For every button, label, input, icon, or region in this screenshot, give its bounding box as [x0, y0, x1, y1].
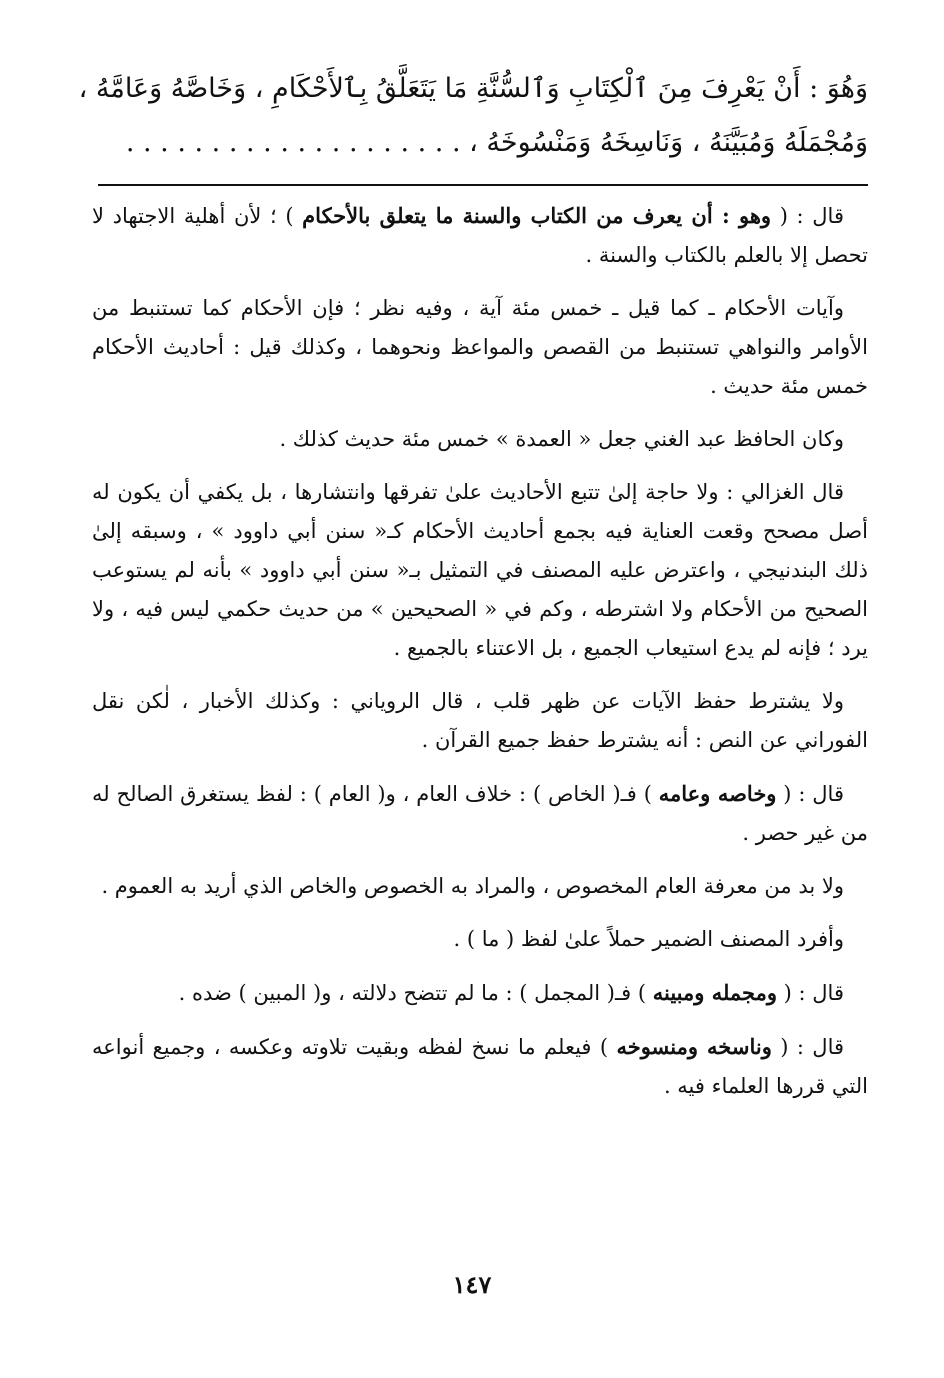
paragraph-body: وأفرد المصنف الضمير حملاً علىٰ لفظ ( ما ) . — [453, 927, 844, 951]
commentary-text — [92, 196, 868, 1120]
commentary-paragraph — [92, 196, 868, 275]
matn-line-1: وَهُوَ : أَنْ يَعْرِفَ مِنَ ٱلْكِتَابِ وَٱلسُّنَّةِ مَا يَتَعَلَّقُ بِٱلأَحْكَامِ ، وَخَاصَّهُ وَعَامَّهُ ، — [78, 73, 868, 104]
commentary-paragraph — [92, 973, 868, 1013]
matn-line-2: وَمُجْمَلَهُ وَمُبَيَّنَهُ ، وَنَاسِخَهُ وَمَنْسُوخَهُ ، . . . . . . . . . . . . . . . . . . . . — [125, 127, 868, 158]
paragraph-body: ) فـ( الخاص ) : خلاف العام ، و( العام ) : لفظ يستغرق الصالح له من غير حصر . — [92, 782, 868, 845]
commentary-paragraph — [92, 1027, 868, 1106]
separator-rule — [98, 184, 868, 186]
commentary-paragraph — [92, 682, 868, 760]
matn-text — [78, 62, 868, 170]
paragraph-body: قال الغزالي : ولا حاجة إلىٰ تتبع الأحاديث علىٰ تفرقها وانتشارها ، بل يكفي أن يكون له أصل مصحح وقعت العناية فيه بجمع أحاديث الأحكام كـ« سنن أبي داوود » ، وسبقه إلىٰ ذلك البندنيجي ، واعترض عليه المصنف في التمثيل بـ« سنن أبي داوود » بأنه لم يستوعب الصحيح من الأحكام ولا اشترطه ، وكم في « الصحيحين » من حديث حكمي ليس فيه ، ولا يرد ؛ فإنه لم يدع استيعاب الجميع ، بل الاعتناء بالجميع . — [92, 480, 868, 660]
commentary-paragraph — [92, 867, 868, 906]
commentary-paragraph — [92, 774, 868, 853]
commentary-paragraph — [92, 920, 868, 959]
quoted-matn: وهو : أن يعرف من الكتاب والسنة ما يتعلق بالأحكام — [302, 203, 772, 228]
quoted-matn: وناسخه ومنسوخه — [616, 1034, 772, 1059]
paragraph-lead: قال : ( — [771, 1035, 845, 1059]
commentary-paragraph — [92, 420, 868, 459]
paragraph-body: ) فـ( المجمل ) : ما لم تتضح دلالته ، و( المبين ) ضده . — [178, 981, 653, 1005]
paragraph-body: وكان الحافظ عبد الغني جعل « العمدة » خمس مئة حديث كذلك . — [279, 427, 844, 451]
paragraph-body: ) فيعلم ما نسخ لفظه وبقيت تلاوته وعكسه ، وجميع أنواعه التي قررها العلماء فيه . — [92, 1035, 868, 1098]
paragraph-lead: قال : ( — [777, 981, 844, 1005]
quoted-matn: ومجمله ومبينه — [652, 980, 777, 1005]
commentary-paragraph — [92, 289, 868, 406]
page-number: ١٤٧ — [452, 1270, 492, 1299]
paragraph-body: ) ؛ لأن أهلية الاجتهاد لا تحصل إلا بالعلم بالكتاب والسنة . — [92, 204, 868, 267]
paragraph-body: ولا بد من معرفة العام المخصوص ، والمراد به الخصوص والخاص الذي أريد به العموم . — [101, 874, 844, 898]
paragraph-body: وآيات الأحكام ـ كما قيل ـ خمس مئة آية ، وفيه نظر ؛ فإن الأحكام كما تستنبط من الأوامر والنواهي تستنبط من القصص والمواعظ ونحوهما ، وكذلك قيل : أحاديث الأحكام خمس مئة حديث . — [92, 296, 868, 398]
quoted-matn: وخاصه وعامه — [658, 781, 777, 806]
paragraph-body: ولا يشترط حفظ الآيات عن ظهر قلب ، قال الروياني : وكذلك الأخبار ، لٰكن نقل الفوراني عن النص : أنه يشترط حفظ جميع القرآن . — [92, 689, 868, 752]
commentary-paragraph — [92, 473, 868, 668]
paragraph-lead: قال : ( — [771, 204, 844, 228]
paragraph-lead: قال : ( — [776, 782, 844, 806]
